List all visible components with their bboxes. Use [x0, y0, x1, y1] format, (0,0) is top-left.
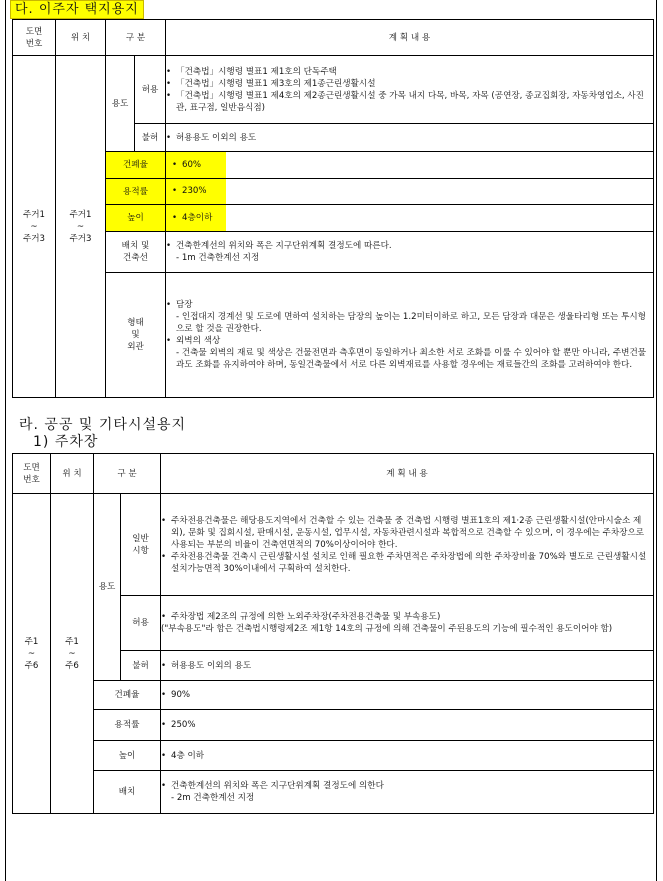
form-item-sub: - 인접대지 경계선 및 도로에 면하여 설치하는 담장의 높이는 1.2미터이하로 하고, 모든 담장과 대문은 생울타리형 또는 투시형으로 할 것을 권장한다. — [176, 312, 646, 334]
layout-label: 배치 — [94, 771, 161, 814]
header-drawing-no: 도면 번호 — [13, 454, 51, 494]
disallowed-label: 불허 — [135, 124, 166, 152]
header-location: 위 치 — [56, 20, 106, 56]
section-d-title: 다. 이주자 택지용지 — [10, 0, 144, 19]
height-label: 높이 — [106, 205, 166, 232]
far-content — [166, 179, 654, 205]
far-content — [161, 710, 654, 741]
coverage-value: • 60% — [172, 155, 222, 175]
section-r-table — [12, 453, 654, 814]
allowed-item: • 「건축법」시행령 별표1 제4호의 제2종근린생활시설 중 가목 내지 다목, 바목, 자목 (공연장, 종교집회장, 자동차영업소, 사진관, 표구점, 일반음식점) — [166, 90, 653, 114]
layout-sub: - 1m 건축한계선 지정 — [176, 253, 260, 263]
coverage-label: 건폐율 — [94, 681, 161, 710]
layout-item: • 건축한계선의 위치와 폭은 지구단위계획 결정도에 따른다. — [166, 240, 653, 252]
general-item: • 주차전용건축물은 해당용도지역에서 건축할 수 있는 건축물 중 건축법 시행령 별표1호의 제1·2종 근린생활시설(안마시술소 제외), 문화 및 집회시설, 판매시설, 운동시설, 업무시설, 자동차관련시설과 복합적으로 건축할 수 있으며, 이 경우에는 주차장으로 사용되는 부분의 비율이 건축연면적의 70%이상이어야 한다. — [161, 515, 653, 551]
layout-label: 배치 및 건축선 — [106, 232, 166, 273]
disallowed-content — [161, 651, 654, 681]
allowed-content — [161, 596, 654, 651]
header-category: 구 분 — [94, 454, 161, 494]
page-border-left — [5, 0, 6, 881]
use-label: 용도 — [94, 494, 121, 681]
layout-item: • 건축한계선의 위치와 폭은 지구단위계획 결정도에 의한다 — [161, 780, 653, 792]
form-content — [166, 273, 654, 398]
location-cell: 주거1 ~ 주거3 — [56, 56, 106, 398]
header-plan: 계 획 내 용 — [166, 20, 654, 56]
header-category: 구 분 — [106, 20, 166, 56]
coverage-content — [161, 681, 654, 710]
form-item-sub: - 건축물 외벽의 재료 및 색상은 건물전면과 측후면이 동일하거나 최소한 서로 조화를 이룰 수 있어야 할 뿐만 아니라, 주변건물과도 조화를 유지하여야 하며, 동일건축물에서 서로 다른 외벽재료를 사용할 경우에는 재료들간의 조화를 고려하여야 한다. — [176, 348, 647, 370]
height-content — [166, 205, 654, 232]
height-label: 높이 — [94, 741, 161, 771]
far-value: • 250% — [161, 719, 653, 731]
use-label: 용도 — [106, 56, 135, 152]
allowed-item: • 주차장법 제2조의 규정에 의한 노외주차장(주차전용건축물 및 부속용도) — [161, 611, 653, 623]
drawing-no-cell: 주1 ~ 주6 — [13, 494, 51, 814]
allowed-item: • 「건축법」시행령 별표1 제1호의 단독주택 — [166, 66, 653, 78]
section-r-subtitle: 1) 주차장 — [33, 434, 99, 450]
height-value: • 4층 이하 — [161, 750, 653, 762]
form-item-head: • 외벽의 색상 — [166, 335, 653, 347]
header-plan: 계 획 내 용 — [161, 454, 654, 494]
form-label: 형태 및 외관 — [106, 273, 166, 398]
section-d-table — [12, 19, 654, 398]
general-label: 일반 시항 — [121, 494, 161, 596]
layout-content — [166, 232, 654, 273]
section-r-title: 라. 공공 및 기타시설용지 — [19, 417, 187, 433]
general-content — [161, 494, 654, 596]
header-location: 위 치 — [51, 454, 94, 494]
disallowed-item: • 허용용도 이외의 용도 — [161, 660, 653, 672]
allowed-content — [166, 56, 654, 124]
disallowed-content — [166, 124, 654, 152]
allowed-label: 허용 — [121, 596, 161, 651]
drawing-no-cell: 주거1 ~ 주거3 — [13, 56, 56, 398]
disallowed-item: • 허용용도 이외의 용도 — [166, 132, 653, 144]
layout-sub: - 2m 건축한계선 지정 — [171, 793, 255, 803]
far-value: • 230% — [172, 182, 222, 201]
location-cell: 주1 ~ 주6 — [51, 494, 94, 814]
coverage-content — [166, 152, 654, 179]
disallowed-label: 불허 — [121, 651, 161, 681]
general-item: • 주차전용건축물 건축시 근린생활시설 설치로 인해 필요한 주차면적은 주차장법에 의한 주차장비율 70%와 별도로 근린생활시설 설치가능면적 30%이내에서 구획하여 설치한다. — [161, 551, 653, 575]
far-label: 용적률 — [106, 179, 166, 205]
coverage-label: 건폐율 — [106, 152, 166, 179]
allowed-note: ("부속용도"라 함은 건축법시행령제2조 제1항 14호의 규정에 의해 건축물이 주된용도의 기능에 필수적인 용도이어야 함) — [161, 624, 613, 634]
layout-content — [161, 771, 654, 814]
header-drawing-no: 도면 번호 — [13, 20, 56, 56]
height-value: • 4층이하 — [172, 208, 222, 228]
page-border-right — [656, 0, 657, 881]
allowed-item: • 「건축법」시행령 별표1 제3호의 제1종근린생활시설 — [166, 78, 653, 90]
far-label: 용적률 — [94, 710, 161, 741]
coverage-value: • 90% — [161, 689, 653, 701]
height-content — [161, 741, 654, 771]
allowed-label: 허용 — [135, 56, 166, 124]
form-item-head: • 담장 — [166, 299, 653, 311]
